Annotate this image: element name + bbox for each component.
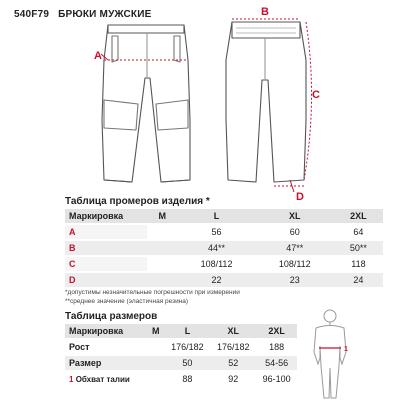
body-figure-icon <box>300 308 360 400</box>
table-cell: 64 <box>334 225 383 239</box>
row-label: C <box>65 257 147 271</box>
label-a: A <box>94 50 102 62</box>
product-code: 540F79 <box>14 9 50 20</box>
table-cell: 50 <box>165 356 211 370</box>
row-label: Рост <box>65 340 147 354</box>
footnote: *допустимы незначительные погрешности при измерении <box>65 289 240 296</box>
table-cell <box>147 257 177 271</box>
table-cell: 56 <box>177 225 255 239</box>
row-label: Размер <box>65 356 147 370</box>
col-header: XL <box>256 209 334 223</box>
table-cell: 176/182 <box>210 340 256 354</box>
col-header: XL <box>210 324 256 338</box>
col-header: 2XL <box>256 324 297 338</box>
table-cell: 108/112 <box>177 257 255 271</box>
table-cell: 88 <box>165 372 211 386</box>
table-cell <box>147 225 177 239</box>
table-cell: 47** <box>256 241 334 255</box>
table-cell: 118 <box>334 257 383 271</box>
table-cell: 60 <box>256 225 334 239</box>
product-title: БРЮКИ МУЖСКИЕ <box>58 9 152 20</box>
row-label: D <box>65 273 147 287</box>
table-cell: 50** <box>334 241 383 255</box>
table-cell: 176/182 <box>165 340 211 354</box>
table-cell: 52 <box>210 356 256 370</box>
table-cell: 22 <box>177 273 255 287</box>
row-number: 1 <box>69 374 74 384</box>
footnotes <box>65 289 240 306</box>
label-d: D <box>296 191 304 203</box>
row-label: A <box>65 225 147 239</box>
table-cell: 188 <box>256 340 297 354</box>
measurements-table <box>65 207 383 289</box>
col-header: 2XL <box>334 209 383 223</box>
col-header: M <box>147 324 165 338</box>
sizes-table <box>65 322 297 388</box>
waist-marker: 1 <box>344 346 348 353</box>
row-label-text: Обхват талии <box>75 374 130 384</box>
col-header: Маркировка <box>65 209 147 223</box>
table2-title: Таблица размеров <box>65 311 158 322</box>
table-cell <box>147 241 177 255</box>
back-pants-outline <box>226 22 306 182</box>
table-cell: 108/112 <box>256 257 334 271</box>
col-header: Маркировка <box>65 324 147 338</box>
row-label <box>65 372 147 386</box>
footnote: **среднее значение (эластичная резина) <box>65 297 189 305</box>
table-cell: 54-56 <box>256 356 297 370</box>
col-header: L <box>165 324 211 338</box>
label-b: B <box>261 6 269 18</box>
table-cell <box>147 340 165 354</box>
table-cell: 23 <box>256 273 334 287</box>
table-cell: 92 <box>210 372 256 386</box>
table1-title: Таблица промеров изделия * <box>65 196 210 207</box>
label-c: C <box>312 89 320 101</box>
table-cell: 44** <box>177 241 255 255</box>
table-cell <box>147 356 165 370</box>
front-pants-outline <box>102 25 190 182</box>
table-cell: 96-100 <box>256 372 297 386</box>
table-cell <box>147 372 165 386</box>
table-cell: 24 <box>334 273 383 287</box>
row-label: B <box>65 241 147 255</box>
col-header: L <box>177 209 255 223</box>
col-header: M <box>147 209 177 223</box>
table-cell <box>147 273 177 287</box>
